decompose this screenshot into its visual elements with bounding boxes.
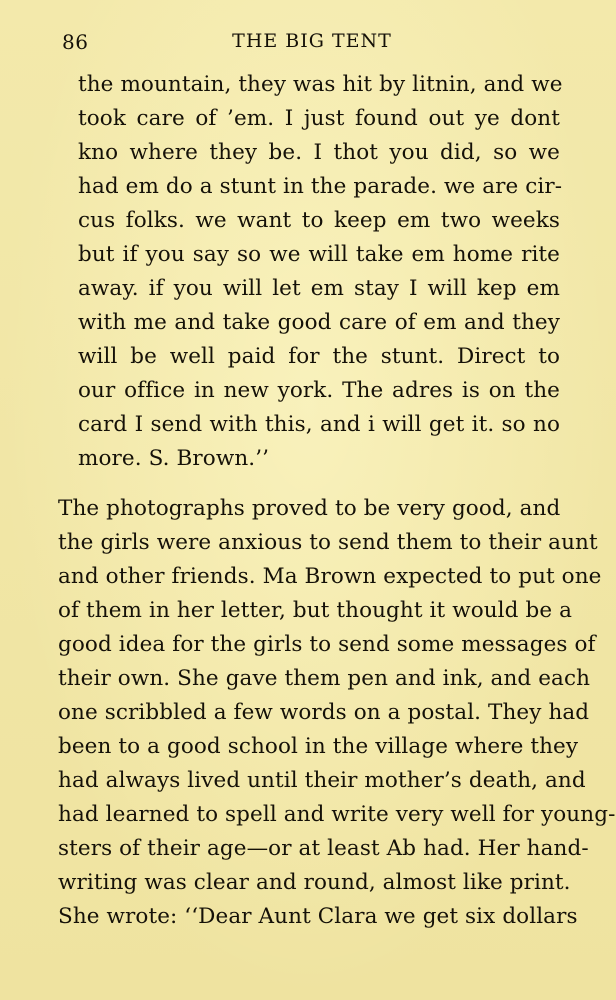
quote-line: card I send with this, and i will get it. so no bbox=[78, 412, 560, 437]
paragraph-line: one scribbled a few words on a postal. They had bbox=[58, 700, 590, 725]
paragraph-line: been to a good school in the village where they bbox=[58, 734, 579, 759]
paragraph-line: She wrote: ‘‘Dear Aunt Clara we get six dollars bbox=[58, 904, 578, 929]
quote-line: took care of ’em. I just found out ye dont bbox=[78, 106, 560, 131]
paragraph-line: of them in her letter, but thought it would be a bbox=[58, 598, 572, 623]
quote-line: with me and take good care of em and they bbox=[78, 310, 560, 335]
quote-line: will be well paid for the stunt. Direct to bbox=[78, 344, 560, 369]
quote-line: but if you say so we will take em home rite bbox=[78, 242, 560, 267]
paragraph-line: The photographs proved to be very good, and bbox=[58, 496, 561, 521]
quote-line: more. S. Brown.’’ bbox=[78, 446, 270, 471]
paragraph-line: and other friends. Ma Brown expected to put one bbox=[58, 564, 602, 589]
paragraph-line: good idea for the girls to send some messages of bbox=[58, 632, 596, 657]
paragraph-line: had learned to spell and write very well for young- bbox=[58, 802, 616, 827]
quote-line: our office in new york. The adres is on the bbox=[78, 378, 560, 403]
paragraph-line: writing was clear and round, almost like print. bbox=[58, 870, 571, 895]
paragraph-line: had always lived until their mother’s death, and bbox=[58, 768, 586, 793]
quote-line: the mountain, they was hit by litnin, and we bbox=[78, 72, 563, 97]
quote-line: cus folks. we want to keep em two weeks bbox=[78, 208, 560, 233]
page-header bbox=[62, 30, 562, 64]
running-head: THE BIG TENT bbox=[232, 30, 392, 52]
quote-line: away. if you will let em stay I will kep em bbox=[78, 276, 560, 301]
paragraph-line: the girls were anxious to send them to their aunt bbox=[58, 530, 598, 555]
paragraph-line: their own. She gave them pen and ink, and each bbox=[58, 666, 591, 691]
page-number: 86 bbox=[62, 30, 89, 54]
paragraph-line: sters of their age—or at least Ab had. Her hand- bbox=[58, 836, 589, 861]
quote-line: had em do a stunt in the parade. we are cir- bbox=[78, 174, 563, 199]
quote-line: kno where they be. I thot you did, so we bbox=[78, 140, 560, 165]
